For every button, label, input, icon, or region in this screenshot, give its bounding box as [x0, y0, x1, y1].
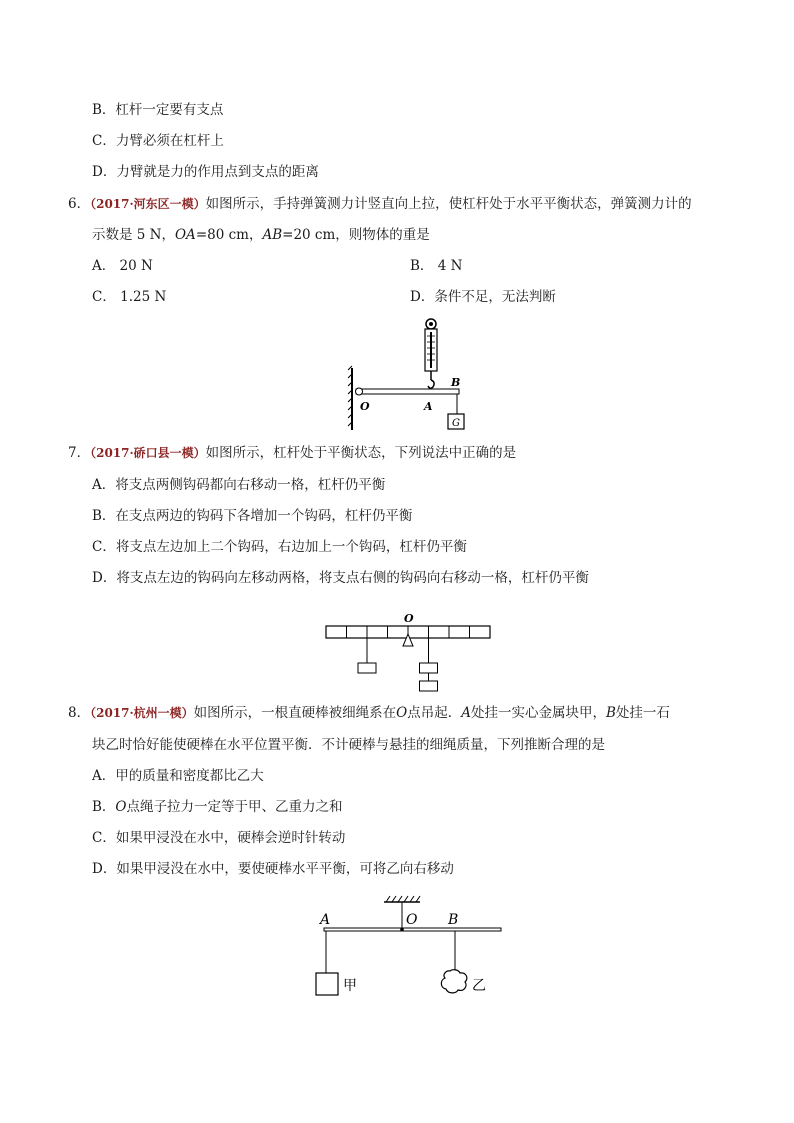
q8-source: （2017·杭州一模） — [90, 706, 194, 720]
q8-stem-line2: 块乙时恰好能使硬棒在水平位置平衡．不计硬棒与悬挂的细绳质量，下列推断合理的是 — [92, 737, 605, 753]
q7-stem: 7．（2017·硚口县一模）如图所示，杠杆处于平衡状态，下列说法中正确的是 — [68, 445, 517, 461]
q6-option-b: B． 4 N — [410, 258, 463, 274]
q8-lever-figure — [312, 892, 512, 1002]
q8-option-d: D．如果甲浸没在水中，要使硬棒水平平衡，可将乙向右移动 — [92, 861, 454, 877]
q7-number: 7． — [68, 445, 91, 461]
q8-label-yi: 乙 — [472, 978, 486, 994]
q6-label-b: B — [451, 376, 461, 389]
q6-stem-line2: 示数是 5 N，OA=80 cm，AB=20 cm，则物体的重是 — [92, 227, 430, 243]
q7-lever-figure — [320, 608, 496, 696]
q6-label-a: A — [424, 400, 433, 413]
q6-lever-figure — [340, 318, 480, 432]
q6-option-c: C． 1.25 N — [92, 289, 167, 305]
q8-option-b: B．O点绳子拉力一定等于甲、乙重力之和 — [92, 799, 343, 815]
q6-option-a: A． 20 N — [92, 258, 153, 274]
q8-label-b: B — [448, 912, 459, 928]
q7-option-d: D．将支点左边的钩码向左移动两格，将支点右侧的钩码向右移动一格，杠杆仍平衡 — [92, 570, 589, 586]
q8-option-a: A．甲的质量和密度都比乙大 — [92, 768, 264, 784]
q6-option-d: D．条件不足，无法判断 — [410, 289, 556, 305]
q6-label-o: O — [360, 400, 370, 413]
q7-option-a: A．将支点两侧钩码都向右移动一格，杠杆仍平衡 — [92, 477, 386, 493]
q5-option-c: C．力臂必须在杠杆上 — [92, 133, 224, 149]
q5-option-b: B．杠杆一定要有支点 — [92, 102, 224, 118]
q7-label-o: O — [404, 612, 414, 625]
q8-number: 8． — [68, 705, 91, 721]
q8-label-o: O — [406, 912, 418, 928]
q6-stem-line1: 6．（2017·河东区一模）如图所示，手持弹簧测力计竖直向上拉，使杠杆处于水平平衡状态，弹簧测力计的 — [68, 196, 692, 212]
q5-option-d: D．力臂就是力的作用点到支点的距离 — [92, 164, 319, 180]
q8-stem-line1: 8．（2017·杭州一模）如图所示，一根直硬棒被细绳系在O点吊起．A处挂一实心金属块甲，B处挂一石 — [68, 705, 670, 721]
q6-label-g: G — [452, 418, 460, 429]
q7-option-b: B．在支点两边的钩码下各增加一个钩码，杠杆仍平衡 — [92, 508, 413, 524]
q8-label-jia: 甲 — [343, 978, 357, 994]
q7-option-c: C．将支点左边加上二个钩码，右边加上一个钩码，杠杆仍平衡 — [92, 539, 467, 555]
q7-source: （2017·硚口县一模） — [90, 446, 206, 460]
q8-label-a: A — [320, 912, 331, 928]
q8-option-c: C．如果甲浸没在水中，硬棒会逆时针转动 — [92, 830, 346, 846]
q6-source: （2017·河东区一模） — [90, 197, 206, 211]
q6-number: 6． — [68, 196, 91, 212]
